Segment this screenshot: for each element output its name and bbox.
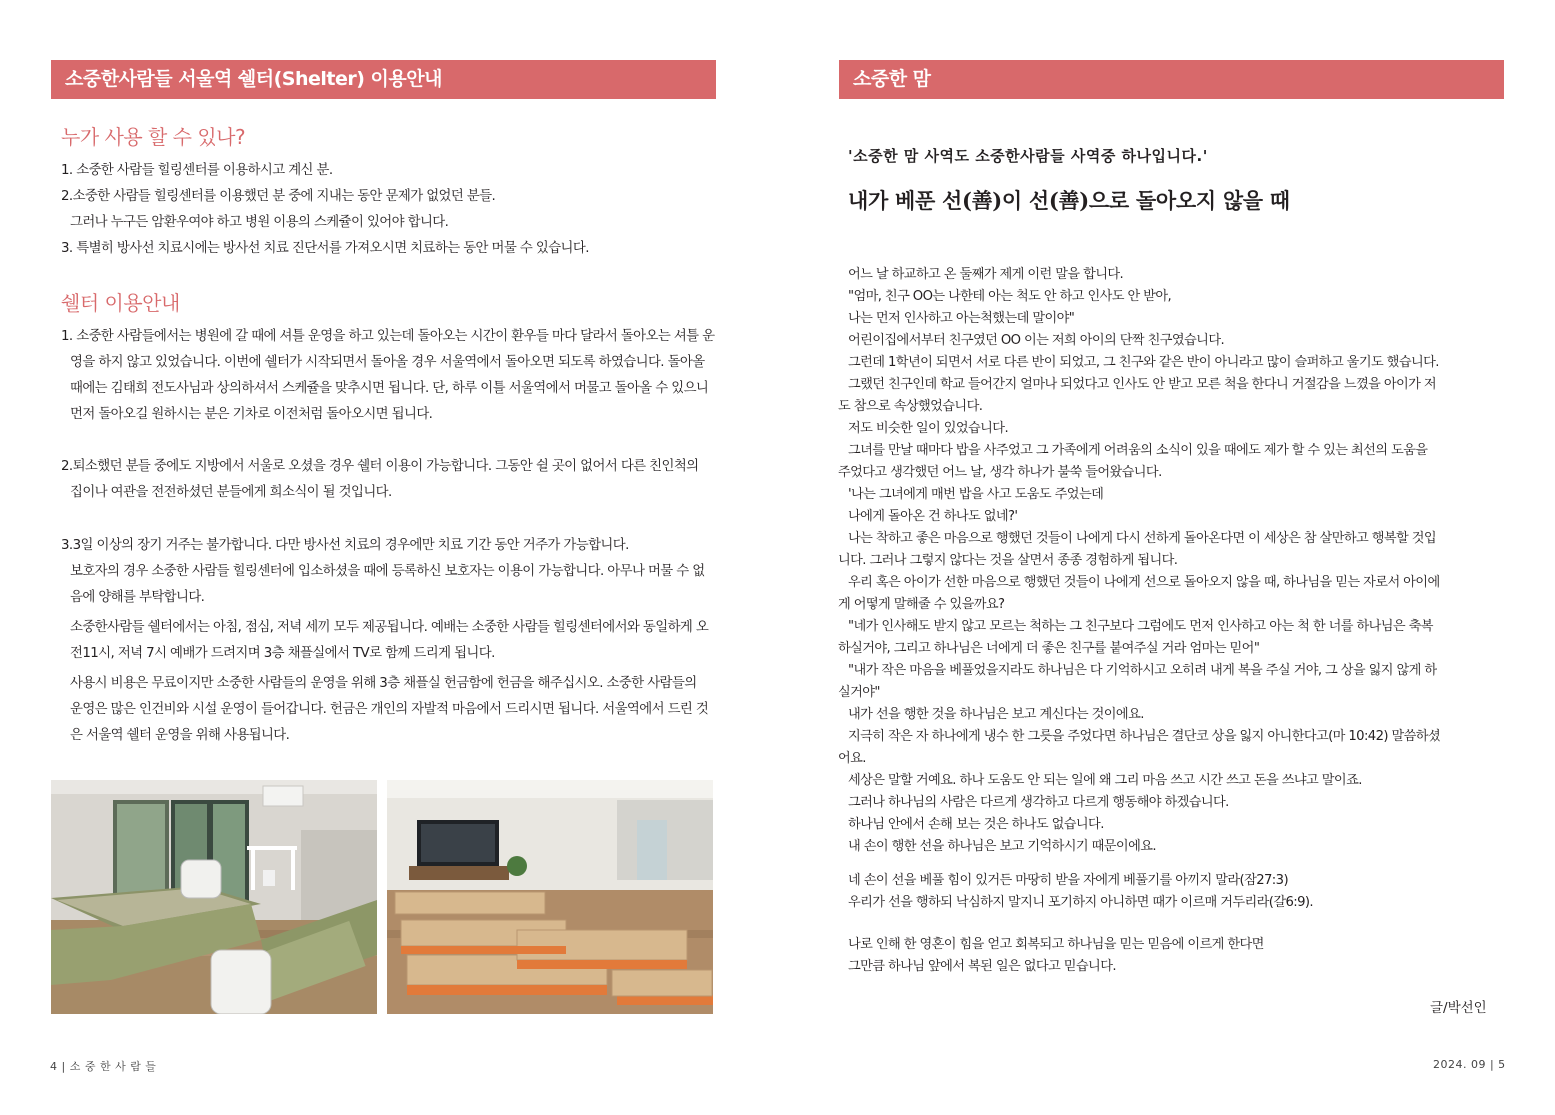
usage-line-9: 음에 양해를 부탁합니다. xyxy=(70,590,205,605)
closing-line: 그만큼 하나님 앞에서 복된 일은 없다고 믿습니다. xyxy=(848,959,1116,974)
who-line-1: 1. 소중한 사람들 힐링센터를 이용하시고 계신 분. xyxy=(61,163,333,178)
article-line: 나는 먼저 인사하고 아는척했는데 말이야" xyxy=(848,311,1075,326)
article-line: 실거야" xyxy=(838,685,880,700)
article-line: 어요. xyxy=(838,751,866,766)
shelter-bedroom-photo xyxy=(51,780,377,1014)
article-line: 내 손이 행한 선을 하나님은 보고 기억하시기 때문이에요. xyxy=(848,839,1156,854)
usage-line-1: 1. 소중한 사람들에서는 병원에 갈 때에 셔틀 운영을 하고 있는데 돌아오는 시간이 환우들 마다 달라서 돌아오는 셔틀 운 xyxy=(61,329,715,344)
article-line: 하나님 안에서 손해 보는 것은 하나도 없습니다. xyxy=(848,817,1104,832)
article-line: 그런데 1학년이 되면서 서로 다른 반이 되었고, 그 친구와 같은 반이 아니라고 많이 슬퍼하고 울기도 했습니다. xyxy=(848,355,1439,370)
closing-line: 나로 인해 한 영혼이 힘을 얻고 회복되고 하나님을 믿는 믿음에 이르게 한다면 xyxy=(848,937,1264,952)
article-line: 나는 착하고 좋은 마음으로 행했던 것들이 나에게 다시 선하게 돌아온다면 이 세상은 참 살만하고 행복할 것입 xyxy=(848,531,1436,546)
usage-line-5: 2.퇴소했던 분들 중에도 지방에서 서울로 오셨을 경우 쉘터 이용이 가능합니다. 그동안 쉴 곳이 없어서 다른 친인척의 xyxy=(61,459,699,474)
usage-line-11: 전11시, 저녁 7시 예배가 드려지며 3층 채플실에서 TV로 함께 드리게 됩니다. xyxy=(70,646,495,661)
article-line: 지극히 작은 자 하나에게 냉수 한 그릇을 주었다면 하나님은 결단코 상을 잃지 아니한다고(마 10:42) 말씀하셨 xyxy=(848,729,1441,744)
article-line: 우리 혹은 아이가 선한 마음으로 행했던 것들이 나에게 선으로 돌아오지 않을 때, 하나님을 믿는 자로서 아이에 xyxy=(848,575,1440,590)
article-line: 주었다고 생각했던 어느 날, 생각 하나가 불쑥 들어왔습니다. xyxy=(838,465,1162,480)
shelter-chapel-photo xyxy=(387,780,713,1014)
usage-line-12: 사용시 비용은 무료이지만 소중한 사람들의 운영을 위해 3층 채플실 헌금함에 헌금을 해주십시오. 소중한 사람들의 xyxy=(70,676,697,691)
left-page-folio: 4 | 소 중 한 사 람 들 xyxy=(50,1060,157,1073)
article-line: "내가 작은 마음을 베풀었을지라도 하나님은 다 기억하시고 오히려 내게 복을 주실 거야, 그 상을 잃지 않게 하 xyxy=(848,663,1437,678)
usage-line-7: 3.3일 이상의 장기 거주는 불가합니다. 다만 방사선 치료의 경우에만 치료 기간 동안 거주가 가능합니다. xyxy=(61,538,629,553)
usage-line-13: 운영은 많은 인건비와 시설 운영이 들어갑니다. 헌금은 개인의 자발적 마음에서 드리시면 됩니다. 서울역에서 드린 것 xyxy=(70,702,709,717)
article-line: 어느 날 하교하고 온 둘째가 제게 이런 말을 합니다. xyxy=(848,267,1124,282)
usage-line-14: 은 서울역 쉘터 운영을 위해 사용됩니다. xyxy=(70,728,290,743)
who-line-2: 2.소중한 사람들 힐링센터를 이용했던 분 중에 지내는 동안 문제가 없었던 분들. xyxy=(61,189,496,204)
article-line: 그러나 하나님의 사람은 다르게 생각하고 다르게 행동해야 하겠습니다. xyxy=(848,795,1229,810)
right-page-folio: 2024. 09 | 5 xyxy=(1433,1058,1506,1071)
article-headline: 내가 베푼 선(善)이 선(善)으로 돌아오지 않을 때 xyxy=(848,188,1290,213)
usage-line-8: 보호자의 경우 소중한 사람들 힐링센터에 입소하셨을 때에 등록하신 보호자는 이용이 가능합니다. 아무나 머물 수 없 xyxy=(70,564,705,579)
article-line: 나에게 돌아온 건 하나도 없네?' xyxy=(848,509,1018,524)
usage-line-4: 먼저 돌아오길 원하시는 분은 기차로 이전처럼 돌아오시면 됩니다. xyxy=(70,407,433,422)
article-line: 니다. 그러나 그렇지 않다는 것을 살면서 종종 경험하게 됩니다. xyxy=(838,553,1178,568)
article-line: 내가 선을 행한 것을 하나님은 보고 계신다는 것이에요. xyxy=(848,707,1144,722)
article-line: 어린이집에서부터 친구였던 OO 이는 저희 아이의 단짝 친구였습니다. xyxy=(848,333,1225,348)
who-line-4: 3. 특별히 방사선 치료시에는 방사선 치료 진단서를 가져오시면 치료하는 동안 머물 수 있습니다. xyxy=(61,241,589,256)
usage-line-10: 소중한사람들 쉘터에서는 아침, 점심, 저녁 세끼 모두 제공됩니다. 예배는 소중한 사람들 힐링센터에서와 동일하게 오 xyxy=(70,620,709,635)
section-title-who: 누가 사용 할 수 있나? xyxy=(61,125,246,149)
article-line: 도 참으로 속상했었습니다. xyxy=(838,399,983,414)
article-line: 하실거야, 그리고 하나님은 너에게 더 좋은 친구를 붙여주실 거라 엄마는 믿어" xyxy=(838,641,1260,656)
article-line: 그랬던 친구인데 학교 들어간지 얼마나 되었다고 인사도 안 받고 모른 척을 한다니 거절감을 느꼈을 아이가 저 xyxy=(848,377,1436,392)
article-line: "엄마, 친구 OO는 나한테 아는 척도 안 하고 인사도 안 받아, xyxy=(848,289,1172,304)
usage-line-6: 집이나 여관을 전전하셨던 분들에게 희소식이 될 것입니다. xyxy=(70,485,392,500)
article-line: "네가 인사해도 받지 않고 모르는 척하는 그 친구보다 그럼에도 먼저 인사하고 아는 척 한 너를 하나님은 축복 xyxy=(848,619,1433,634)
article-author: 글/박선인 xyxy=(1430,1000,1487,1016)
article-line: 그녀를 만날 때마다 밥을 사주었고 그 가족에게 어려움의 소식이 있을 때에도 제가 할 수 있는 최선의 도움을 xyxy=(848,443,1428,458)
article-line: 게 어떻게 말해줄 수 있을까요? xyxy=(838,597,1005,612)
who-line-3: 그러나 누구든 암환우여야 하고 병원 이용의 스케쥴이 있어야 합니다. xyxy=(70,215,449,230)
section-title-usage: 쉘터 이용안내 xyxy=(61,291,180,315)
scripture-line: 우리가 선을 행하되 낙심하지 말지니 포기하지 아니하면 때가 이르매 거두리라(갈6:9). xyxy=(848,895,1314,910)
article-line: 저도 비슷한 일이 있었습니다. xyxy=(848,421,1009,436)
usage-line-2: 영을 하지 않고 있었습니다. 이번에 쉘터가 시작되면서 돌아올 경우 서울역에서 돌아오면 되도록 하였습니다. 돌아올 xyxy=(70,355,705,370)
usage-line-3: 때에는 김태희 전도사님과 상의하셔서 스케쥴을 맞추시면 됩니다. 단, 하루 이틀 서울역에서 머물고 돌아올 수 있으니 xyxy=(70,381,709,396)
article-line: 세상은 말할 거예요. 하나 도움도 안 되는 일에 왜 그리 마음 쓰고 시간 쓰고 돈을 쓰냐고 말이죠. xyxy=(848,773,1362,788)
ministry-quote: '소중한 맘 사역도 소중한사람들 사역중 하나입니다.' xyxy=(848,147,1208,165)
left-page-banner: 소중한사람들 서울역 쉘터(Shelter) 이용안내 xyxy=(51,60,716,99)
article-line: '나는 그녀에게 매번 밥을 사고 도움도 주었는데 xyxy=(848,487,1104,502)
scripture-line: 네 손이 선을 베풀 힘이 있거든 마땅히 받을 자에게 베풀기를 아끼지 말라(잠27:3) xyxy=(848,873,1288,888)
right-page-banner: 소중한 맘 xyxy=(839,60,1504,99)
